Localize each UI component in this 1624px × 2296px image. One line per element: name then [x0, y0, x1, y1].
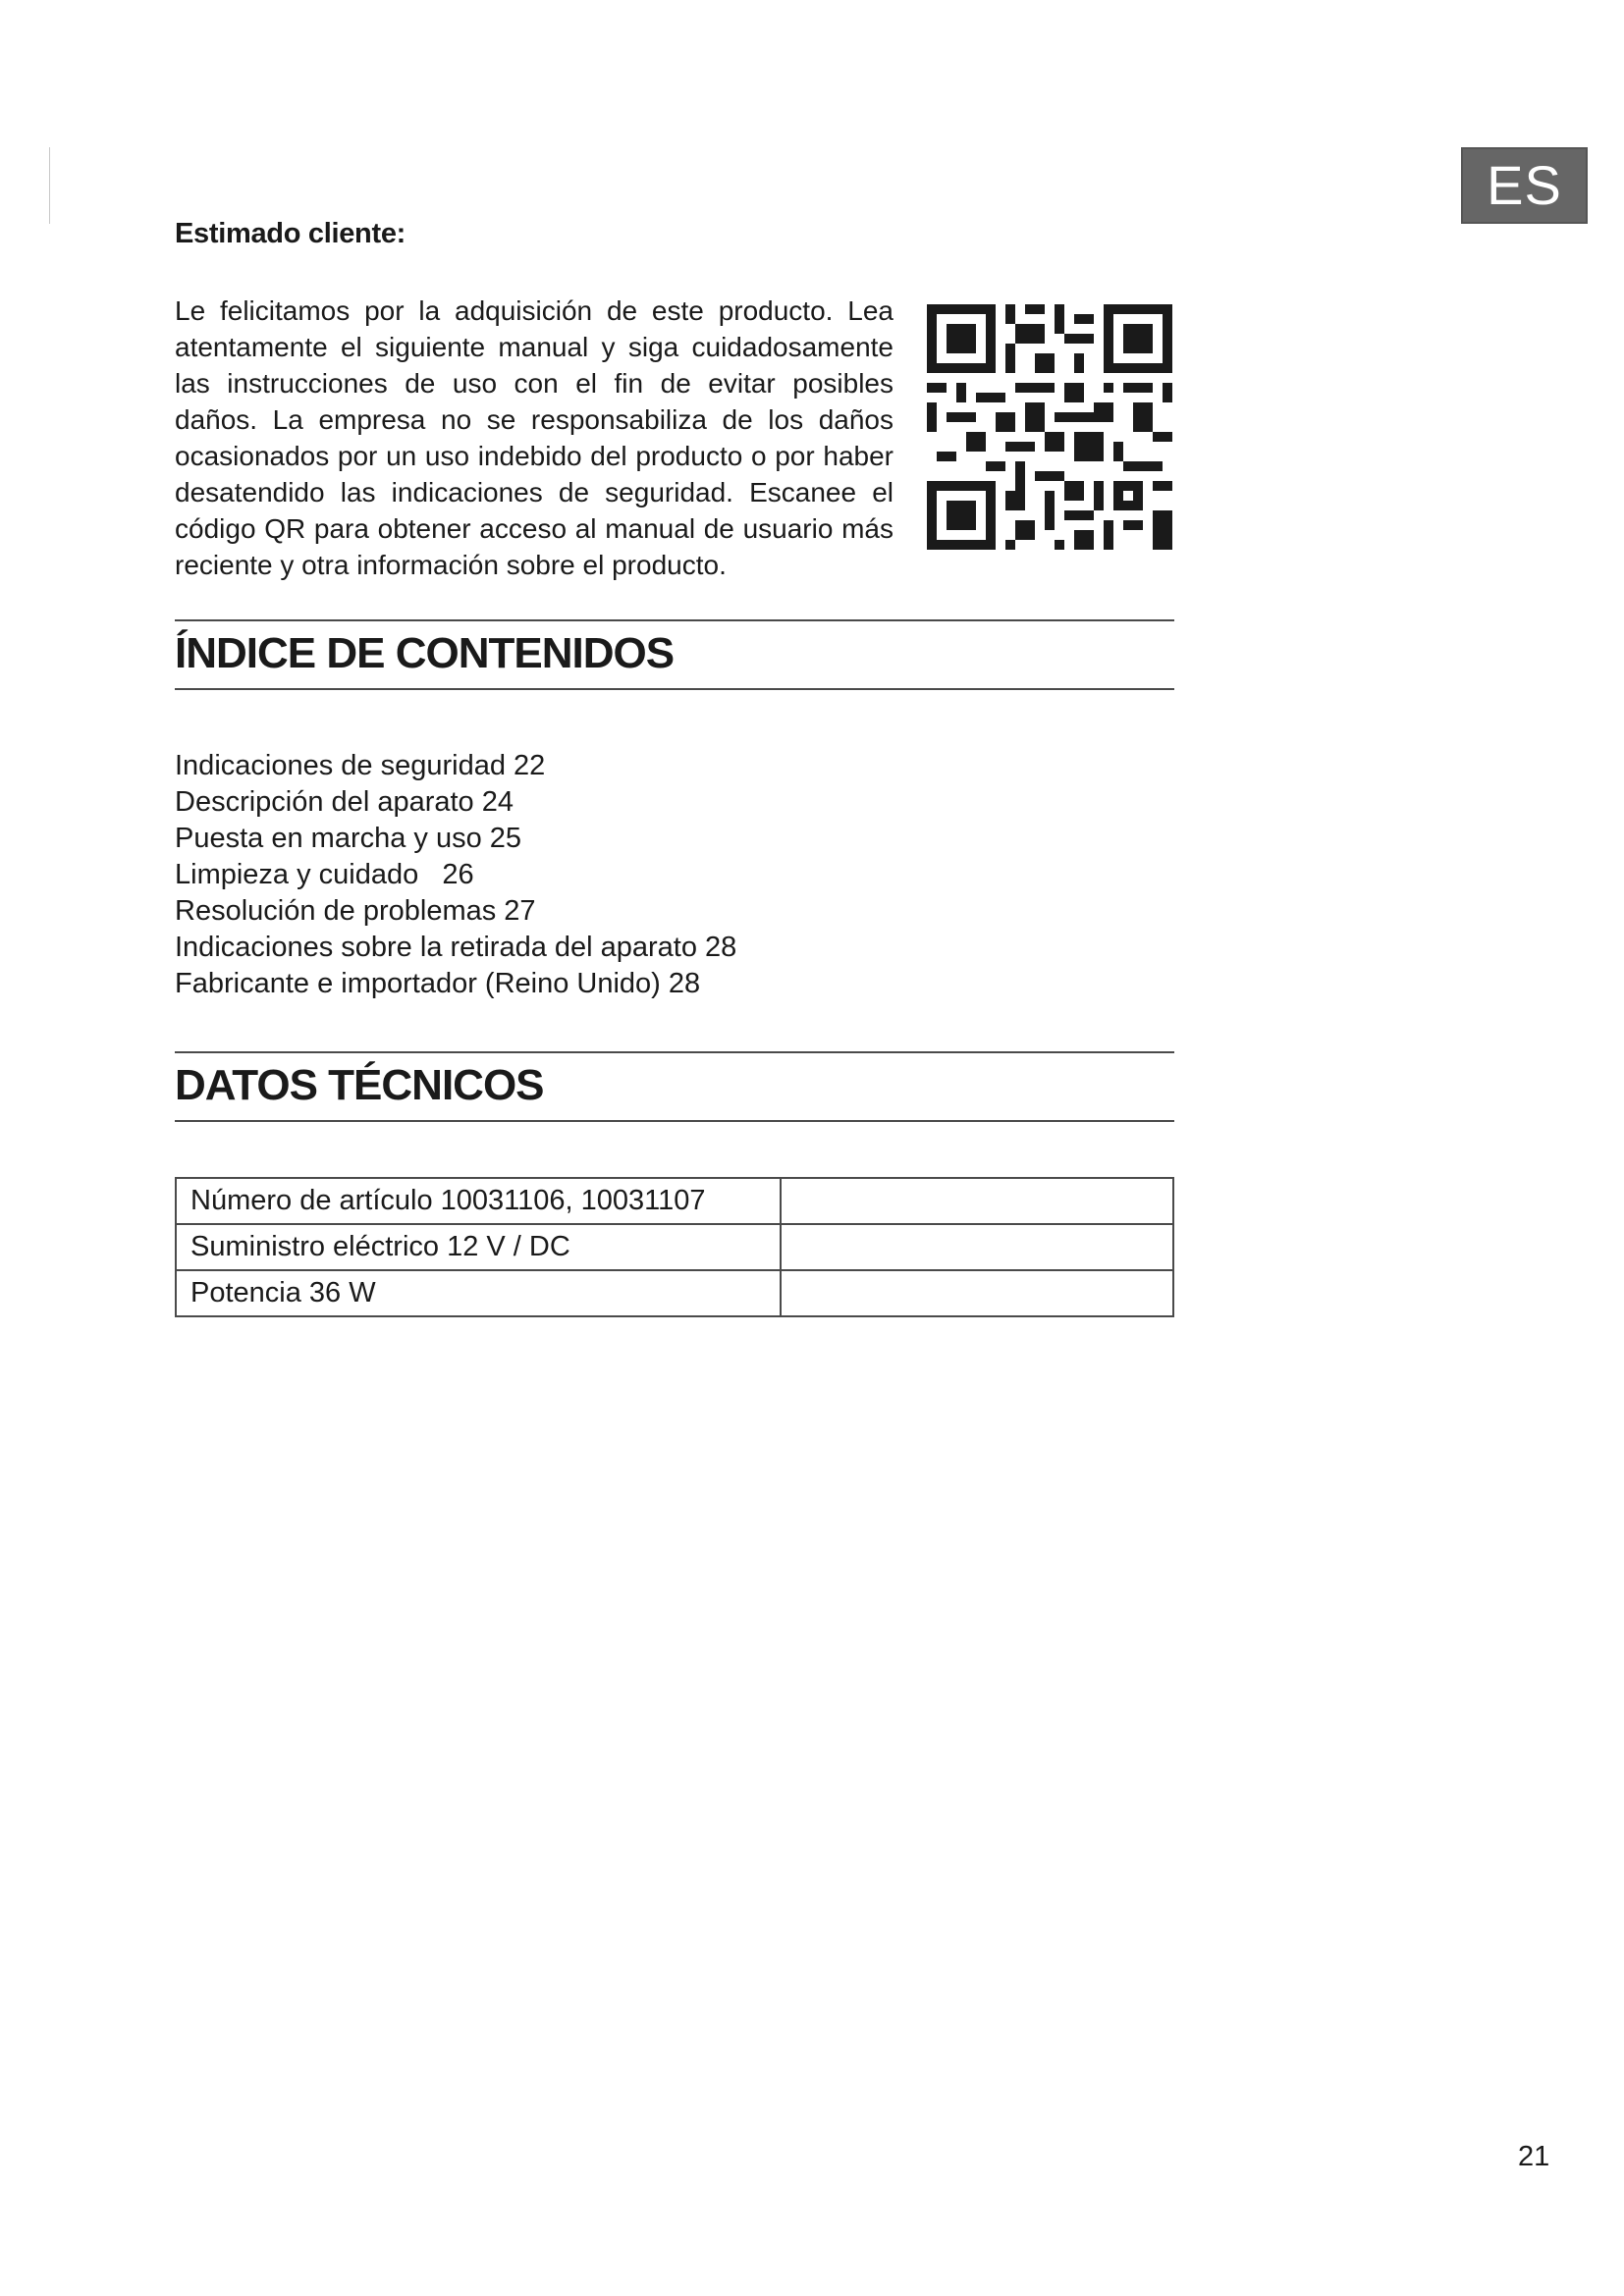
toc-item-manufacturer[interactable]: Fabricante e importador (Reino Unido) 28 [175, 968, 701, 999]
qr-code-icon [927, 304, 1172, 550]
spec-label-power-supply: Suministro eléctrico 12 V / DC [176, 1224, 781, 1270]
toc-item-description[interactable]: Descripción del aparato 24 [175, 786, 514, 818]
table-of-contents [175, 748, 736, 1002]
toc-item-operation[interactable]: Puesta en marcha y uso 25 [175, 823, 522, 854]
table-row [176, 1178, 1173, 1224]
salutation: Estimado cliente: [175, 218, 406, 249]
contents-top-rule [175, 619, 1174, 621]
technical-top-rule [175, 1051, 1174, 1053]
spec-value-power [781, 1270, 1173, 1316]
toc-item-troubleshooting[interactable]: Resolución de problemas 27 [175, 895, 536, 927]
intro-paragraph: Le felicitamos por la adquisición de este producto. Lea atentamente el siguiente manual y siga cuidadosamente las instrucciones de uso con el fin de evitar posibles daños. La empresa no se responsabiliza de los daños ocasionados por un uso indebido del producto o por haber desatendido las indicaciones de seguridad. Escanee el código QR para obtener acceso al manual de usuario más reciente y otra información sobre el producto. [175, 295, 893, 580]
toc-item-disposal[interactable]: Indicaciones sobre la retirada del aparato 28 [175, 932, 737, 963]
toc-item-safety[interactable]: Indicaciones de seguridad 22 [175, 750, 546, 781]
contents-heading: ÍNDICE DE CONTENIDOS [175, 629, 675, 677]
spec-label-power: Potencia 36 W [176, 1270, 781, 1316]
spec-label-article-number: Número de artículo 10031106, 10031107 [176, 1178, 781, 1224]
table-row [176, 1270, 1173, 1316]
technical-bottom-rule [175, 1120, 1174, 1122]
toc-item-cleaning[interactable]: Limpieza y cuidado 26 [175, 859, 474, 890]
contents-bottom-rule [175, 688, 1174, 690]
spec-value-power-supply [781, 1224, 1173, 1270]
spec-value-article-number [781, 1178, 1173, 1224]
page-number: 21 [1518, 2141, 1550, 2172]
margin-line [49, 147, 50, 224]
technical-heading: DATOS TÉCNICOS [175, 1061, 544, 1109]
table-row [176, 1224, 1173, 1270]
technical-data-table [175, 1177, 1174, 1317]
language-tab: ES [1461, 147, 1588, 224]
